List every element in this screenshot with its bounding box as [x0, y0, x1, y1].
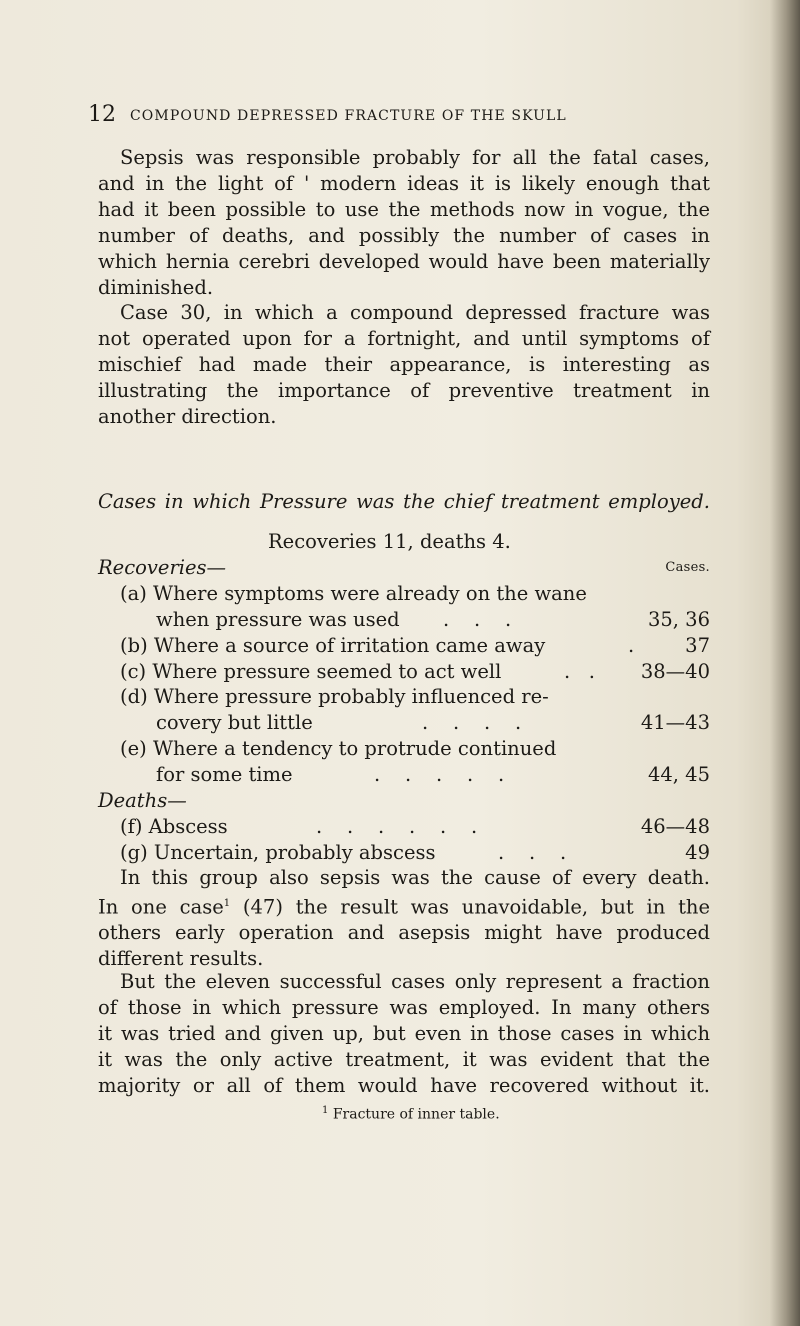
cases-table	[98, 555, 710, 866]
paragraph-eleven-cases	[98, 969, 710, 1099]
text-line: Case 30, in which a compound depressed fracture was	[120, 301, 710, 324]
row-label: (a) Where symptoms were already on the wane	[120, 581, 587, 605]
text-line: it was the only active treatment, it was evident that the	[98, 1047, 710, 1071]
text-line: which hernia cerebri developed would have been materially	[98, 249, 710, 273]
paragraph-sepsis	[98, 145, 710, 300]
footnote-marker: 1	[322, 1105, 329, 1116]
table-row	[98, 607, 710, 633]
leader-dots: . . .	[443, 607, 512, 631]
text-line: it was tried and given up, but even in those cases in which	[98, 1021, 710, 1045]
running-head-title: COMPOUND DEPRESSED FRACTURE OF THE SKULL	[130, 108, 567, 124]
footnote	[322, 1105, 500, 1123]
text-line: not operated upon for a fortnight, and until symptoms of	[98, 326, 710, 350]
row-value: 35, 36	[647, 607, 710, 631]
text-line: mischief had made their appearance, is interesting as	[98, 352, 710, 376]
table-header-row	[98, 788, 710, 814]
footnote-text: Fracture of inner table.	[332, 1106, 500, 1123]
page-number: 12	[88, 102, 116, 127]
leader-dots: . . . . . .	[316, 814, 478, 838]
leader-dots: . . . . .	[374, 763, 505, 787]
text-fragment: In one case	[98, 895, 224, 919]
row-label: (d) Where pressure probably influenced re-	[120, 685, 549, 709]
text-line: In this group also sepsis was the cause of every death.	[120, 866, 710, 889]
row-label: (c) Where pressure seemed to act well	[120, 659, 502, 683]
row-value: 38—40	[640, 659, 710, 683]
text-line: majority or all of them would have recovered without it.	[98, 1073, 710, 1097]
row-label: for some time	[156, 763, 293, 787]
cases-column-header: Cases.	[665, 560, 710, 575]
row-label: (f) Abscess	[120, 814, 228, 838]
text-line: another direction.	[98, 404, 277, 428]
footnote-ref: 1	[223, 897, 231, 909]
row-label: (b) Where a source of irritation came away	[120, 633, 546, 657]
text-line: and in the light of ' modern ideas it is likely enough that	[98, 171, 710, 195]
leader-dots: .	[628, 633, 635, 657]
table-row	[98, 736, 710, 762]
table-row	[98, 684, 710, 710]
table-row	[98, 659, 710, 685]
text-line: But the eleven successful cases only represent a fraction	[120, 970, 710, 993]
leader-dots: . . .	[498, 840, 567, 864]
table-header-row	[98, 555, 710, 581]
text-line: illustrating the importance of preventive treatment in	[98, 378, 710, 402]
table-row	[98, 814, 710, 840]
row-label: (e) Where a tendency to protrude continued	[120, 737, 557, 761]
page-edge-shadow	[770, 0, 800, 1326]
leader-dots: . . . .	[422, 711, 522, 735]
text-fragment: (47) the result was unavoidable, but in the	[230, 895, 710, 919]
table-row	[98, 762, 710, 788]
recoveries-label: Recoveries—	[98, 556, 227, 579]
row-value: 44, 45	[647, 763, 710, 787]
paragraph-sepsis-group	[98, 865, 710, 972]
table-row	[98, 581, 710, 607]
text-line: of those in which pressure was employed. In many others	[98, 995, 710, 1019]
row-value: 46—48	[640, 814, 710, 838]
running-head	[88, 102, 708, 132]
row-value: 41—43	[640, 711, 710, 735]
row-label: covery but little	[156, 711, 313, 735]
table-row	[98, 633, 710, 659]
table-row	[98, 710, 710, 736]
leader-dots: . .	[564, 659, 595, 683]
row-value: 37	[685, 633, 710, 657]
section-title: Cases in which Pressure was the chief treatment employed.	[98, 490, 710, 513]
text-line: different results.	[98, 947, 264, 971]
table-row	[98, 840, 710, 866]
row-label: (g) Uncertain, probably abscess	[120, 840, 436, 864]
deaths-label: Deaths—	[98, 789, 187, 813]
text-line: others early operation and asepsis might have produced	[98, 921, 710, 945]
summary-line: Recoveries 11, deaths 4.	[268, 530, 511, 553]
row-label: when pressure was used	[156, 607, 400, 631]
text-line: had it been possible to use the methods now in vogue, the	[98, 197, 710, 221]
row-value: 49	[685, 840, 710, 864]
text-line	[98, 891, 710, 920]
paragraph-case-30	[98, 300, 710, 430]
text-line: Sepsis was responsible probably for all the fatal cases,	[120, 146, 710, 169]
text-line: number of deaths, and possibly the number of cases in	[98, 223, 710, 247]
text-line: diminished.	[98, 275, 214, 299]
